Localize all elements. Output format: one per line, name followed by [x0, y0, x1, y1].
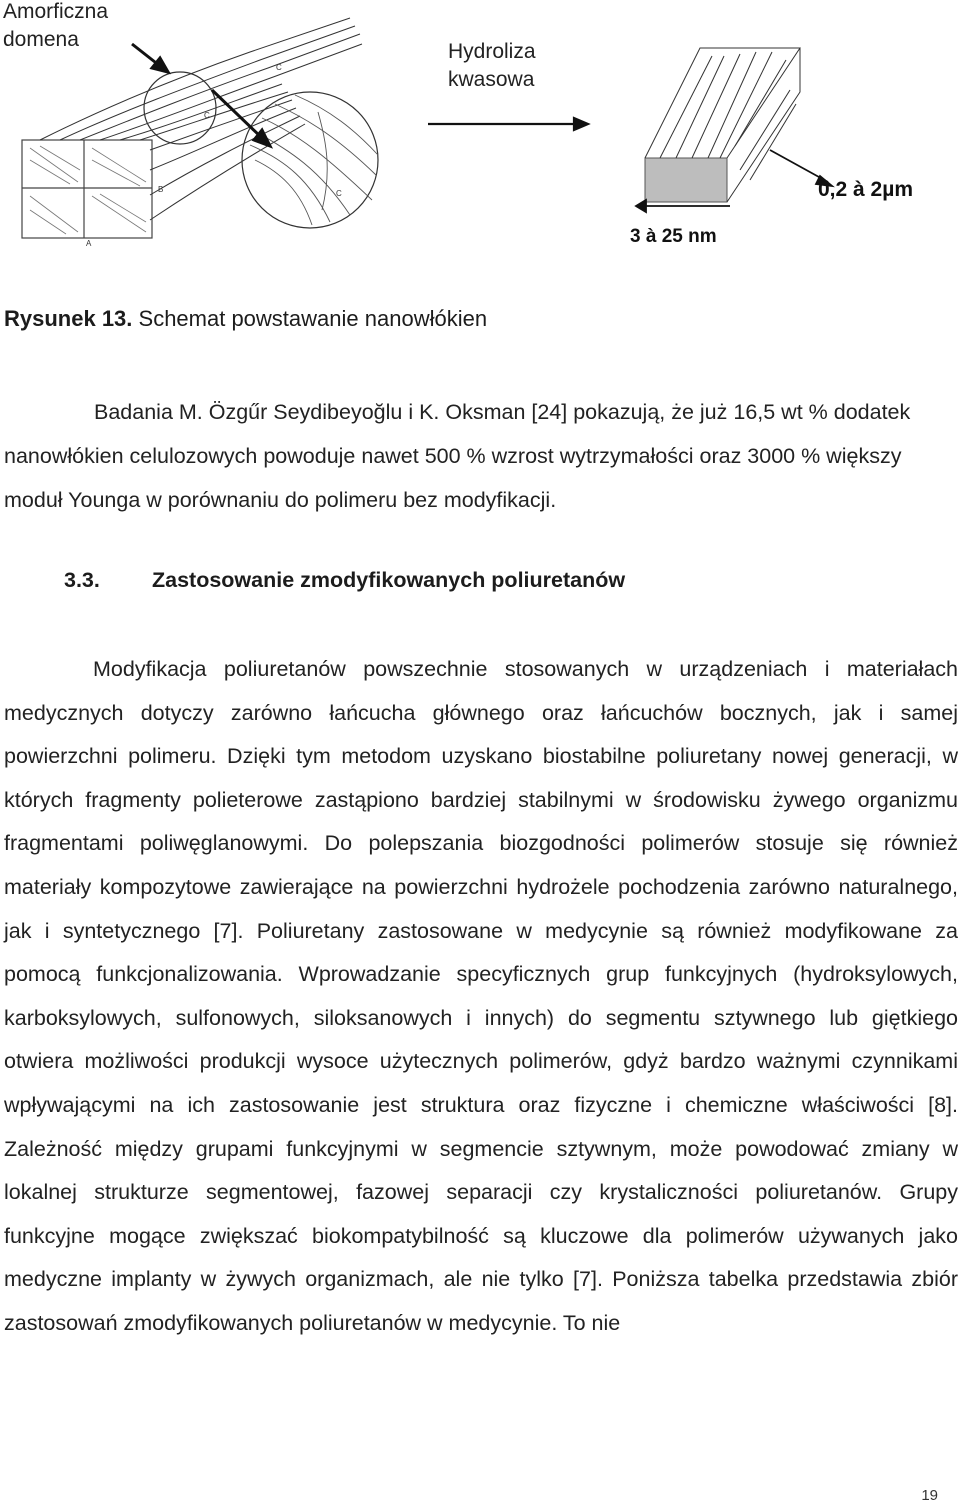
label-hydrolysis-line2: kwasowa: [448, 68, 535, 91]
page-number: 19: [921, 1487, 938, 1504]
section-title: Zastosowanie zmodyfikowanych poliuretanów: [152, 568, 626, 592]
magnified-circle: [242, 92, 378, 228]
section-number: 3.3.: [64, 568, 100, 592]
paragraph-research: [4, 390, 958, 522]
amorphous-circle: [144, 72, 216, 144]
microfibril-block: [22, 140, 152, 238]
label-amorphous-line2: domena: [3, 28, 79, 51]
hydrolysis-arrow: [428, 118, 588, 130]
label-amorphous-line1: Amorficzna: [3, 0, 109, 23]
label-hydrolysis-line1: Hydroliza: [448, 40, 536, 63]
paragraph-research-text: Badania M. Özgűr Seydibeyoğlu i K. Oksman [24] pokazują, że już 16,5 wt % dodatek nanowłókien celulozowych powoduje nawet 500 % wzrost wytrzymałości oraz 3000 % większy moduł Younga w porównaniu do polimeru bez modyfikacji.: [4, 400, 911, 512]
dimension-width-label: 3 à 25 nm: [630, 226, 717, 247]
region-label-c1: C: [276, 63, 282, 72]
nanocrystal: [645, 48, 800, 202]
label-hydrolysis: [448, 38, 536, 94]
region-label-c3: C: [336, 189, 342, 198]
figure-nanofiber-schematic: [0, 0, 960, 270]
caption-text: Schemat powstawanie nanowłókien: [132, 306, 488, 331]
region-label-b: B: [158, 185, 164, 194]
label-amorphous-domain: [3, 0, 108, 54]
paragraph-modification-text: Modyfikacja poliuretanów powszechnie stosowanych w urządzeniach i materiałach medycznych dotyczy zarówno łańcucha głównego oraz łańcuchów bocznych, jak i samej powierzchni polimeru. Dzięki tym metodom uzyskano biostabilne poliuretany nowej generacji, w których fragmenty polieterowe zastąpiono bardziej stabilnymi w środowisku żywego organizmu fragmentami poliwęglanowymi. Do polepszania biozgodności polimerów stosuje się również materiały kompozytowe zawierające na powierzchni hydrożele pochodzenia zarówno naturalnego, jak i syntetycznego [7]. Poliuretany zastosowane w medycynie są również modyfikowane za pomocą funkcjonalizowania. Wprowadzanie specyficznych grup funkcyjnych (hydroksylowych, karboksylowych, sulfonowych, siloksanowych i innych) do segmentu sztywnego lub giętkiego otwiera możliwości produkcji wysoce użytecznych polimerów, gdyż bardzo ważnymi czynnikami wpływającymi na ich zastosowanie jest struktura oraz fizyczne i chemiczne właściwości [8]. Zależność między grupami funkcyjnymi w segmencie sztywnym, może powodować zmiany w lokalnej strukturze segmentowej, fazowej separacji czy krystaliczności poliuretanów. Grupy funkcyjne mogące zwiększać biokompatybilność są kluczowe dla polimerów używanych jako medyczne implanty w żywych organizmach, ale nie tylko [7]. Poniższa tabelka przedstawia zbiór zastosowań zmodyfikowanych poliuretanów w medycynie. To nie: [4, 657, 958, 1335]
region-label-a: A: [86, 239, 92, 248]
dimension-thickness-label: 0,2 à 2µm: [818, 178, 913, 201]
region-label-c2: C: [204, 111, 210, 120]
paragraph-modification: [4, 648, 958, 1346]
magnified-fibrils: [250, 95, 378, 225]
caption-prefix: Rysunek 13.: [4, 306, 133, 331]
figure-caption: [4, 306, 487, 332]
section-heading: [64, 568, 625, 593]
